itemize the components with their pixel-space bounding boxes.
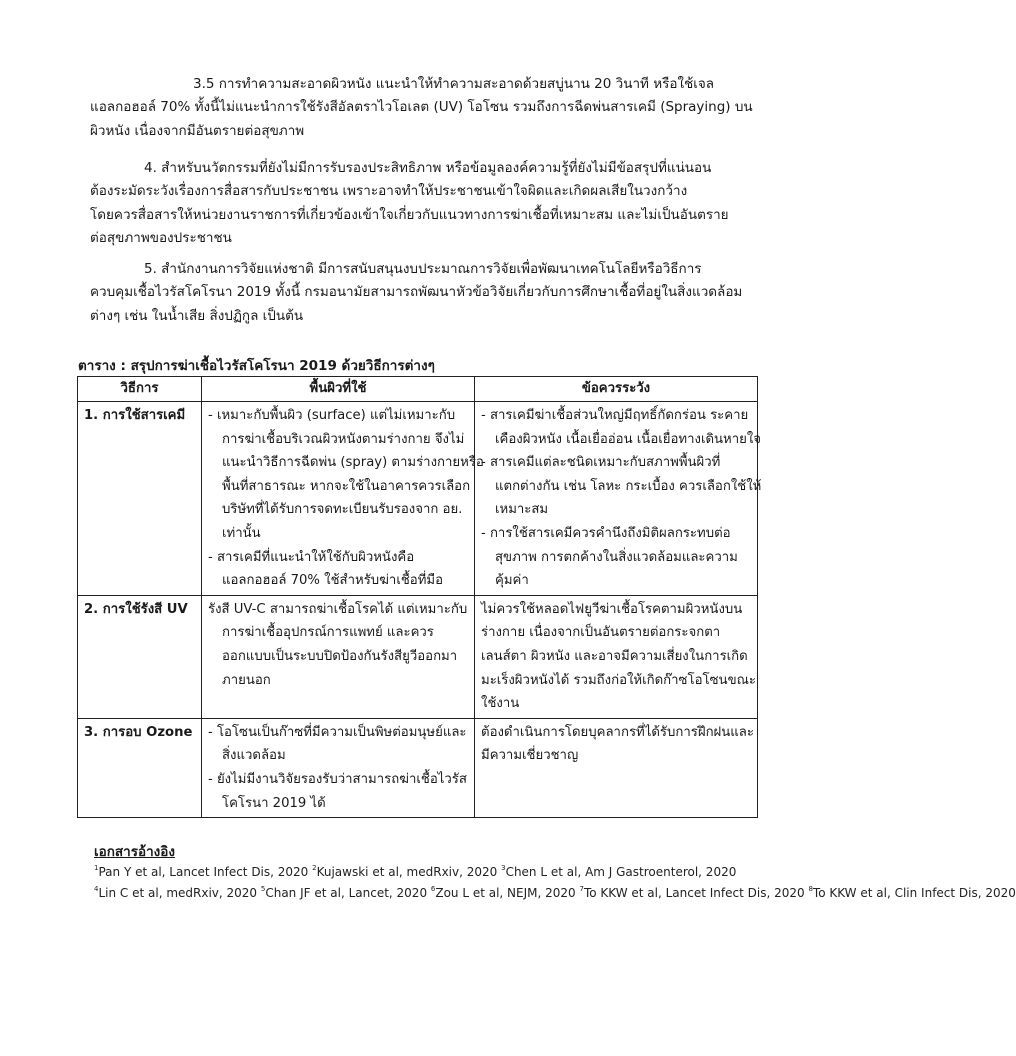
table-row xyxy=(78,718,758,817)
cell-line: เลนส์ตา ผิวหนัง และอาจมีความเสี่ยงในการเกิด xyxy=(481,648,748,664)
cell-line: การฆ่าเชื้ออุปกรณ์การแพทย์ และควร xyxy=(222,625,434,641)
reference-number: 1 xyxy=(94,864,99,872)
surface-cell xyxy=(202,595,475,718)
cell-line: - สารเคมีแต่ละชนิดเหมาะกับสภาพพื้นผิวที่ xyxy=(481,455,721,471)
reference-number: 8 xyxy=(808,884,813,893)
cell-line: - การใช้สารเคมีควรคำนึงถึงมิติผลกระทบต่อ xyxy=(481,525,731,541)
cell-line: เท่านั้น xyxy=(222,525,261,541)
reference-item: To KKW et al, Lancet Infect Dis, 2020 xyxy=(583,885,809,900)
table-row xyxy=(78,595,758,718)
cell-line: แอลกอฮอล์ 70% ใช้สำหรับฆ่าเชื้อที่มือ xyxy=(222,573,444,589)
table-caption: ตาราง : สรุปการฆ่าเชื้อไวรัสโคโรนา 2019 ด้วยวิธีการต่างๆ xyxy=(78,358,435,374)
cell-line: ใช้งาน xyxy=(481,696,520,712)
cell-line: ไม่ควรใช้หลอดไฟยูวีฆ่าเชื้อโรคตามผิวหนังบน xyxy=(481,601,743,617)
cell-line: โคโรนา 2019 ได้ xyxy=(222,795,326,811)
reference-item: Chan JF et al, Lancet, 2020 xyxy=(265,885,431,900)
paragraph-line: แอลกอฮอล์ 70% ทั้งนี้ไม่แนะนำการใช้รังสีอัลตราไวโอเลต (UV) โอโซน รวมถึงการฉีดพ่นสารเคมี (Spraying) บน xyxy=(90,99,753,116)
reference-number: 5 xyxy=(260,884,266,893)
references-title: เอกสารอ้างอิง xyxy=(94,844,175,860)
references-line xyxy=(94,862,737,883)
cell-line: ภายนอก xyxy=(222,672,271,688)
paragraph-innovation-communication xyxy=(90,157,730,251)
paragraph-research-funding xyxy=(90,258,743,328)
paragraph-line: ต่อสุขภาพของประชาชน xyxy=(90,230,232,247)
method-label: 1. การใช้สารเคมี xyxy=(84,408,186,423)
paragraph-line: โดยควรสื่อสารให้หน่วยงานราชการที่เกี่ยวข้องเข้าใจเกี่ยวกับแนวทางการฆ่าเชื้อที่เหมาะสม และไม่เป็นอันตราย xyxy=(90,206,729,223)
reference-item: To KKW et al, Clin Infect Dis, 2020 xyxy=(812,885,1016,900)
method-label: 3. การอบ Ozone xyxy=(84,724,193,740)
paragraph-line: 5. สำนักงานการวิจัยแห่งชาติ มีการสนับสนุนงบประมาณการวิจัยเพื่อพัฒนาเทคโนโลยีหรือวิธีการ xyxy=(144,261,702,277)
reference-number: 6 xyxy=(430,884,436,893)
cell-line: - เหมาะกับพื้นผิว (surface) แต่ไม่เหมาะกับ xyxy=(208,408,456,423)
reference-item: Pan Y et al, Lancet Infect Dis, 2020 xyxy=(98,865,313,879)
references-list xyxy=(94,862,1016,903)
paragraph-line: ผิวหนัง เนื่องจากมีอันตรายต่อสุขภาพ xyxy=(90,122,305,139)
method-cell xyxy=(78,402,202,596)
caution-cell xyxy=(475,402,762,596)
paragraph-line: ต้องระมัดระวังเรื่องการสื่อสารกับประชาชน เพราะอาจทำให้ประชาชนเข้าใจผิดและเกิดผลเสียในวงกว้าง xyxy=(90,183,688,200)
reference-item: Chen L et al, Am J Gastroenterol, 2020 xyxy=(505,865,737,879)
cell-line: บริษัทที่ได้รับการจดทะเบียนรับรองจาก อย. xyxy=(222,502,463,518)
paragraph-skin-cleaning xyxy=(90,73,753,143)
cell-line: - โอโซนเป็นก๊าซที่มีความเป็นพิษต่อมนุษย์และ xyxy=(208,724,467,740)
cell-line: คุ้มค่า xyxy=(495,573,529,589)
paragraph-line: ควบคุมเชื้อไวรัสโคโรนา 2019 ทั้งนี้ กรมอนามัยสามารถพัฒนาหัวข้อวิจัยเกี่ยวกับการศึกษาเชื้อที่อยู่ในสิ่งแวดล้อม xyxy=(90,284,743,301)
cell-line: รังสี UV-C สามารถฆ่าเชื้อโรคได้ แต่เหมาะกับ xyxy=(208,601,468,617)
paragraph-line: 4. สำหรับนวัตกรรมที่ยังไม่มีการรับรองประสิทธิภาพ หรือข้อมูลองค์ความรู้ที่ยังไม่มีข้อสรุปที่แน่นอน xyxy=(144,160,712,176)
table-header-row xyxy=(78,377,758,402)
method-cell xyxy=(78,595,202,718)
cell-line: - สารเคมีฆ่าเชื้อส่วนใหญ่มีฤทธิ์กัดกร่อน ระคาย xyxy=(481,408,749,423)
cell-line: - ยังไม่มีงานวิจัยรองรับว่าสามารถฆ่าเชื้อไวรัส xyxy=(208,771,467,787)
references-line xyxy=(94,883,1016,904)
method-label: 2. การใช้รังสี UV xyxy=(84,601,188,617)
reference-number: 2 xyxy=(312,864,317,872)
surface-cell xyxy=(202,718,475,817)
reference-number: 3 xyxy=(501,864,506,872)
cell-line: สุขภาพ การตกค้างในสิ่งแวดล้อมและความ xyxy=(495,549,738,565)
disinfection-methods-table xyxy=(77,376,762,818)
cell-line: สิ่งแวดล้อม xyxy=(222,748,286,764)
cell-line: เหมาะสม xyxy=(495,502,549,518)
reference-item: Kujawski et al, medRxiv, 2020 xyxy=(316,865,502,879)
column-header-caution: ข้อควรระวัง xyxy=(475,377,758,402)
cell-line: ต้องดำเนินการโดยบุคลากรที่ได้รับการฝึกฝนและ xyxy=(481,724,754,740)
cell-line: มีความเชี่ยวชาญ xyxy=(481,748,579,764)
column-header-surface: พื้นผิวที่ใช้ xyxy=(202,377,475,402)
table-row xyxy=(78,402,758,596)
reference-item: Lin C et al, medRxiv, 2020 xyxy=(98,885,261,900)
cell-line: ร่างกาย เนื่องจากเป็นอันตรายต่อกระจกตา xyxy=(481,625,721,641)
cell-line: ออกแบบเป็นระบบปิดป้องกันรังสียูวีออกมา xyxy=(222,648,458,664)
surface-cell xyxy=(202,402,484,596)
cell-line: เคืองผิวหนัง เนื้อเยื่ออ่อน เนื้อเยื่อทางเดินหายใจ xyxy=(495,431,762,447)
column-header-method: วิธีการ xyxy=(78,377,202,402)
cell-line: การฆ่าเชื้อบริเวณผิวหนังตามร่างกาย จึงไม่ xyxy=(222,431,465,447)
reference-item: Zou L et al, NEJM, 2020 xyxy=(435,885,580,900)
cell-line: แนะนำวิธีการฉีดพ่น (spray) ตามร่างกายหรือ xyxy=(222,455,484,471)
caution-cell xyxy=(475,595,758,718)
cell-line: พื้นที่สาธารณะ หากจะใช้ในอาคารควรเลือก xyxy=(222,478,471,494)
paragraph-line: ต่างๆ เช่น ในน้ำเสีย สิ่งปฏิกูล เป็นต้น xyxy=(90,307,304,324)
reference-number: 4 xyxy=(94,884,99,893)
cell-line: มะเร็งผิวหนังได้ รวมถึงก่อให้เกิดก๊าซโอโซนขณะ xyxy=(481,672,756,688)
method-cell xyxy=(78,718,202,817)
cell-line: - สารเคมีที่แนะนำให้ใช้กับผิวหนังคือ xyxy=(208,549,415,565)
reference-number: 7 xyxy=(579,884,584,893)
paragraph-line: 3.5 การทำความสะอาดผิวหนัง แนะนำให้ทำความสะอาดด้วยสบู่นาน 20 วินาที หรือใช้เจล xyxy=(193,76,715,92)
cell-line: แตกต่างกัน เช่น โลหะ กระเบื้อง ควรเลือกใช้ให้ xyxy=(495,478,762,494)
caution-cell xyxy=(475,718,758,817)
